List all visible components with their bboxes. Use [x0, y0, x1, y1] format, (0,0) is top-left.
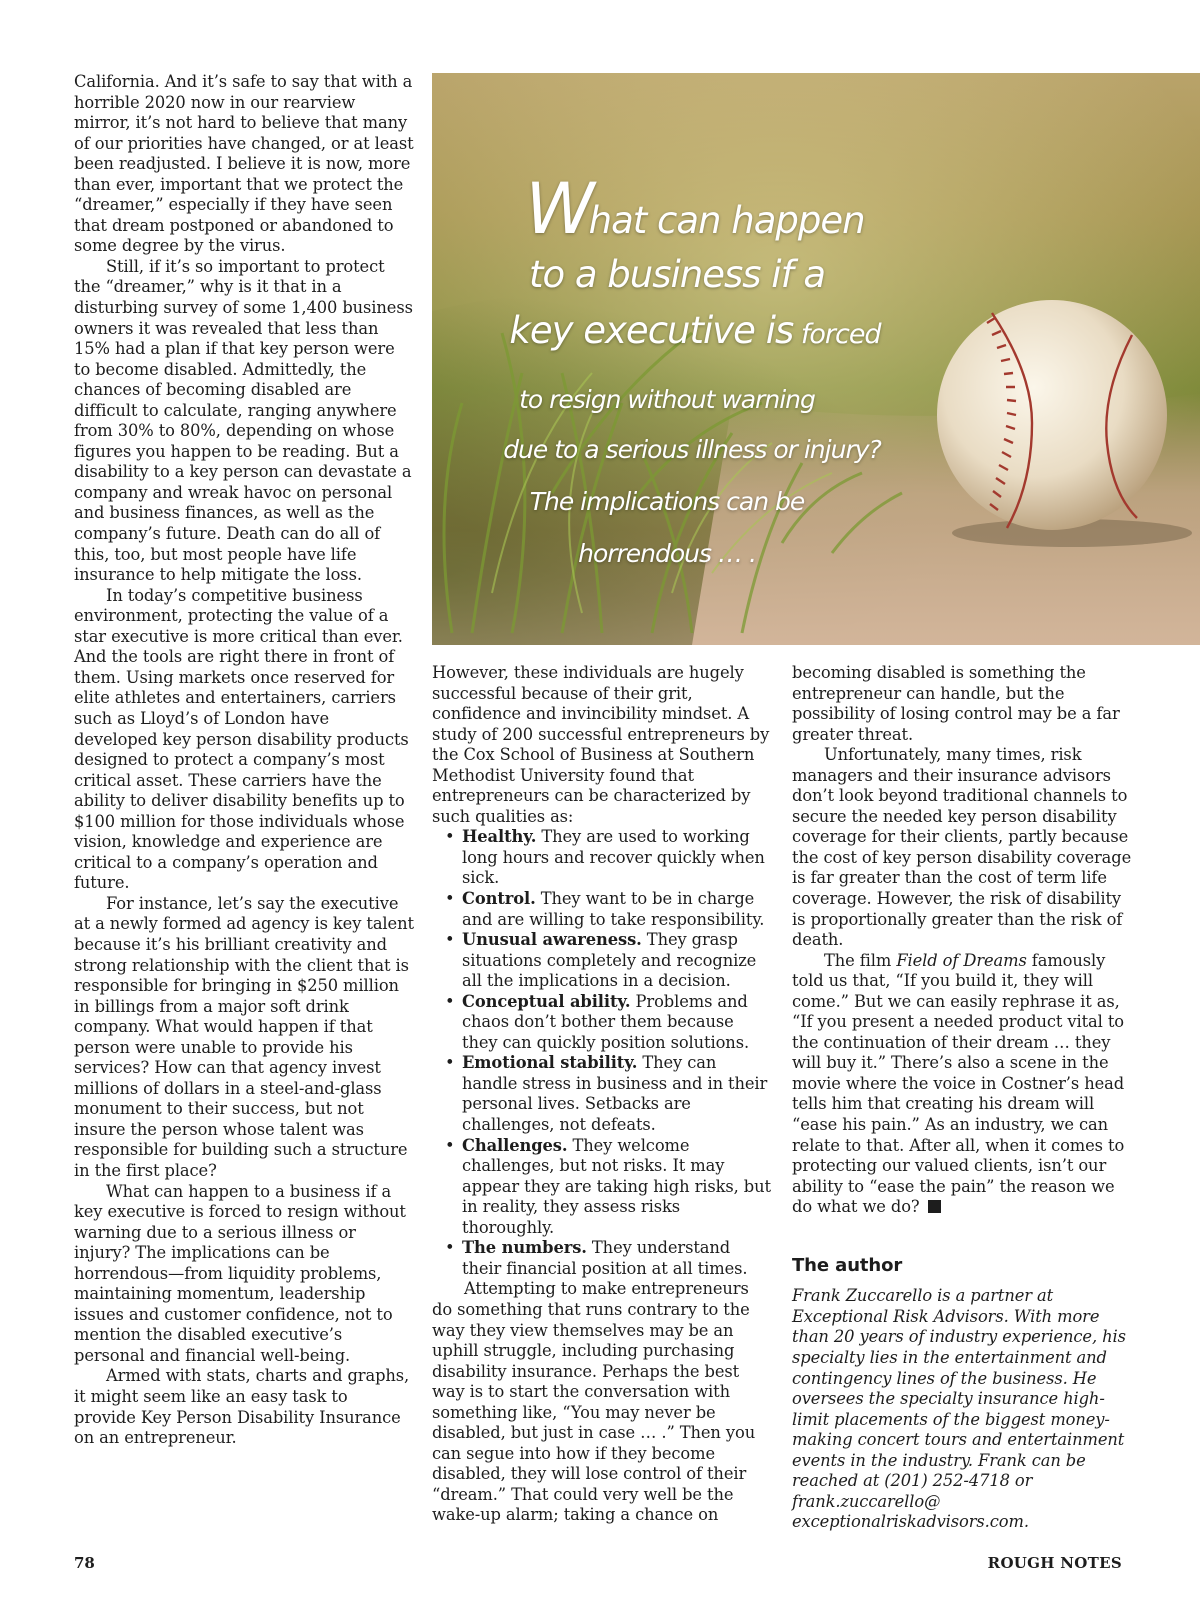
baseball-icon [937, 300, 1167, 530]
list-item [462, 1053, 772, 1135]
middle-column [432, 663, 772, 1526]
left-column [74, 72, 414, 1449]
left-paragraph-3: In today’s competitive business environment, protecting the value of a star executive is more critical than ever. And the tools are right there in front of them. Using markets once reserved for elite athletes and entertainers, carriers such as Lloyd’s of London have developed key person disability products designed to protect a company’s most critical asset. These carriers have the ability to deliver disability benefits up to $100 million for those individuals whose vision, knowledge and experience are critical to a company’s operation and future. [74, 585, 409, 893]
pull-quote-line-3-small: forced [793, 319, 881, 350]
pull-quote-line-5: due to a serious illness or injury? [503, 435, 881, 464]
right-paragraph-1: becoming disabled is something the entrepreneur can handle, but the possibility of losing control may be a far greater threat. [792, 663, 1120, 744]
list-item-term: The numbers. [462, 1238, 587, 1258]
right-paragraph-3 [792, 951, 1132, 1218]
list-item [462, 889, 772, 930]
left-paragraph-5: What can happen to a business if a key executive is forced to resign without warning due to a serious illness or injury? The implications can be horrendous—from liquidity problems, maintaining momentum, leadership issues and customer confidence, not to mention the disabled executive’s personal and financial well-being. [74, 1181, 406, 1365]
author-bio: Frank Zuccarello is a partner at Exceptional Risk Advisors. With more than 20 years of industry experience, his specialty lies in the entertainment and contingency lines of the business. He oversees the specialty insurance high-limit placements of the biggest money-making concert tours and entertainment events in the industry. Frank can be reached at (201) 252-4718 or frank.zuccarello@ exceptionalriskadvisors.com. [792, 1286, 1126, 1532]
baseball-hero-image [432, 73, 1200, 645]
list-item [462, 992, 772, 1054]
pull-quote-line-3-main: key executive is [509, 309, 794, 352]
list-item-term: Unusual awareness. [462, 930, 642, 950]
pull-quote-line-2: to a business if a [528, 253, 826, 296]
page-number: 78 [74, 1554, 95, 1572]
right-paragraph-2: Unfortunately, many times, risk managers and their insurance advisors don’t look beyond traditional channels to secure the needed key person disability coverage for their clients, partly because the cost of key person disability coverage is far greater than the cost of term life coverage. However, the risk of disability is proportionally greater than the risk of death. [792, 745, 1132, 950]
pull-quote-line-3 [460, 309, 930, 352]
list-item-text: They welcome challenges, but not risks. It may appear they are taking high risks, but in reality, they assess risks thoroughly. [462, 1135, 771, 1237]
left-paragraph-6: Armed with stats, charts and graphs, it might seem like an easy task to provide Key Person Disability Insurance on an entrepreneur. [74, 1366, 410, 1448]
list-item-term: Conceptual ability. [462, 991, 631, 1011]
list-item-term: Control. [462, 889, 536, 909]
list-item-term: Emotional stability. [462, 1053, 638, 1073]
pull-quote-line-6: The implications can be [529, 487, 805, 516]
left-paragraph-2: Still, if it’s so important to protect the “dreamer,” why is it that in a disturbing survey of some 1,400 business owners it was revealed that less than 15% had a plan if that key person were to become disabled. Admittedly, the chances of becoming disabled are difficult to calculate, ranging anywhere from 30% to 80%, depending on whose figures you happen to be reading. But a disability to a key person can devastate a company and wreak havoc on personal and business finances, as well as the company’s future. Death can do all of this, too, but most people have life insurance to help mitigate the loss. [74, 256, 413, 585]
middle-intro-paragraph: However, these individuals are hugely successful because of their grit, confidence and invincibility mindset. A study of 200 successful entrepreneurs by the Cox School of Business at Southern Methodist University found that entrepreneurs can be characterized by such qualities as: [432, 663, 770, 826]
list-item-text: They can handle stress in business and in their personal lives. Setbacks are challenges, not defeats. [462, 1053, 768, 1135]
list-item-text: They grasp situations completely and recognize all the implications in a decision. [462, 930, 757, 991]
middle-paragraph-2: Attempting to make entrepreneurs do something that runs contrary to the way they view themselves may be an uphill struggle, including purchasing disability insurance. Perhaps the best way is to start the conversation with something like, “You may never be disabled, but just in case … .” Then you can segue into how if they become disabled, they will lose control of their “dream.” That could very well be the wake-up alarm; taking a chance on [432, 1279, 756, 1525]
list-item [462, 1136, 772, 1239]
left-paragraph-1: California. And it’s safe to say that with a horrible 2020 now in our rearview mirror, it’s not hard to believe that many of our priorities have changed, or at least been readjusted. I believe it is now, more than ever, important that we protect the “dreamer,” especially if they have seen that dream postponed or abandoned to some degree by the virus. [74, 72, 414, 256]
end-mark-icon [928, 1200, 941, 1213]
list-item [462, 827, 772, 889]
list-item-term: Challenges. [462, 1135, 568, 1155]
pull-quote-line-4: to resign without warning [519, 385, 815, 414]
right-paragraph-3-start: The film [824, 950, 897, 970]
pull-quote-line-1 [460, 168, 930, 250]
list-item-text: They understand their financial position at all times. [462, 1238, 748, 1278]
list-item-text: They want to be in charge and are willing to take responsibility. [462, 889, 765, 929]
right-paragraph-3-rest: famously told us that, “If you build it, they will come.” But we can easily rephrase it as, “If you present a needed product vital to the continuation of their dream … they will buy it.” There’s also a scene in the movie where the voice in Costner’s head tells him that creating his dream will “ease his pain.” As an industry, we can relate to that. After all, when it comes to protecting our valued clients, isn’t our ability to “ease the pain” the reason we do what we do? [792, 950, 1125, 1217]
pull-quote-line-1-text: hat can happen [588, 199, 865, 242]
list-item-term: Healthy. [462, 827, 537, 847]
author-heading: The author [792, 1254, 903, 1276]
magazine-name: ROUGH NOTES [987, 1554, 1122, 1572]
right-column [792, 663, 1132, 1533]
left-paragraph-4: For instance, let’s say the executive at a newly formed ad agency is key talent because it’s his brilliant creativity and strong relationship with the client that is responsible for bringing in $250 million in billings from a major soft drink company. What would happen if that person were unable to provide his services? How can that agency invest millions of dollars in a steel-and-glass monument to their success, but not insure the person whose talent was responsible for building such a structure in the first place? [74, 893, 414, 1180]
pull-quote-drop-letter: W [525, 168, 589, 250]
list-item-text: Problems and chaos don’t bother them because they can quickly position solutions. [462, 991, 750, 1052]
qualities-list [432, 827, 772, 1279]
list-item-text: They are used to working long hours and recover quickly when sick. [462, 827, 765, 888]
pull-quote-line-7: horrendous … . [578, 539, 756, 568]
list-item [462, 1238, 772, 1279]
list-item [462, 930, 772, 992]
film-title: Field of Dreams [896, 950, 1027, 970]
